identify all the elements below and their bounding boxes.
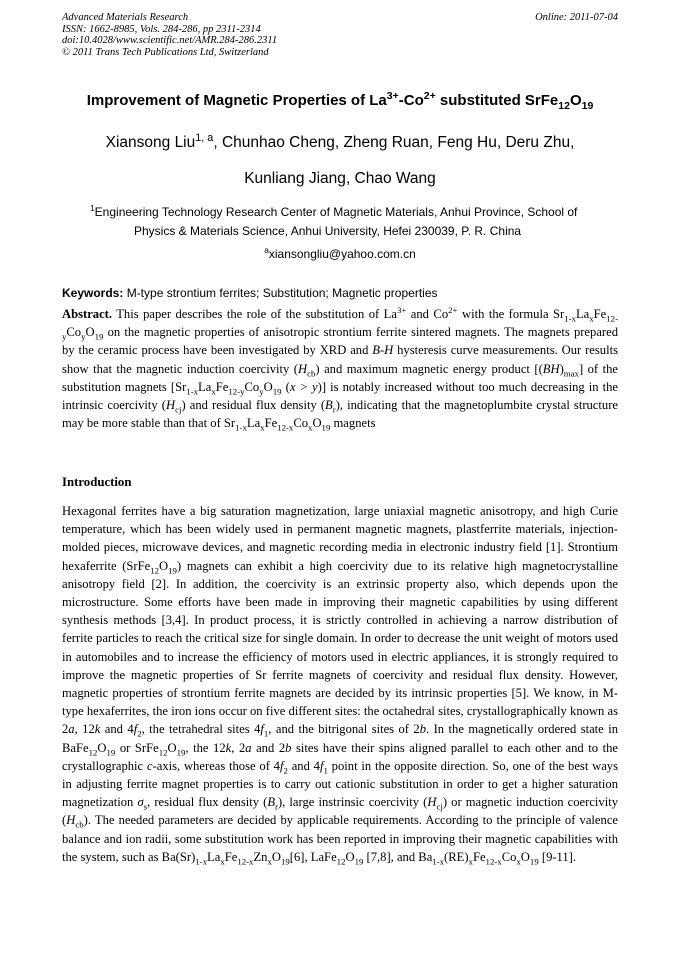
abstract: Abstract. This paper describes the role of the substitution of $La^{3+}$ and $Co^{2+}$ with the formula $Sr_{1-x}La_xFe_{12-y}Co_yO_{19}$ on the magnetic properties of anisotropic strontium ferrite sintered magnets. The magnets prepared by the ceramic process have been investigated by XRD and B-H hysteresis curve measurements. Our results show that the magnetic induction coercivity $(H_{cb})$ and maximum magnetic energy product $[(BH)_{max}]$ of the substitution magnets [$Sr_{1-x}La_xFe_{12-y}Co_yO_{19}$ (x > y)] is notably increased without too much decreasing in the intrinsic coercivity $(H_{cj})$ and residual flux density $(B_r)$, indicating that the magnetoplumbite crystal structure may be more stable than that of $Sr_{1-x}La_xFe_{12-x}Co_xO_{19}$ magnets bbox=[62, 304, 618, 433]
introduction-paragraph: Hexagonal ferrites have a big saturation magnetization, large uniaxial magnetic anisotropy, and high Curie temperature, which has been widely used in permanent magnetic magnets, plastferrite materials, injection-molded pieces, microwave devices, and magnetic recording media in electronic industry field [1]. Strontium hexaferrite $(SrFe_{12}O_{19})$ magnets can exhibit a high coercivity due to its relative high magnetocrystalline anisotropy field [2]. In addition, the coercivity is an extrinsic property also, which depends upon the microstructure. Some efforts have been made in improving their magnetic capabilities by using different synthesis methods [3,4]. In product process, it is strictly controlled in achieving a narrow distribution of ferrite particles to reach the critical size for single domain. In order to decrease the unit weight of motors used in automobiles and to increase the efficiency of motors used in electric appliances, it is strongly required to improve the magnetic properties of Sr ferrite magnets of coercivity and residual flux density. However, magnetic properties of strontium ferrite magnets are decided by its intrinsic properties [5]. We know, in M-type hexaferrites, the iron ions occur on five different sites: the octahedral sites, crystallographically known as 2a, 12k and $4f_2$, the tetrahedral sites $4f_1$, and the bitrigonal sites of 2b. In the magnetically ordered state in $BaFe_{12}O_{19}$ or $SrFe_{12}O_{19}$, the 12k, 2a and 2b sites have their spins aligned parallel to each other and to the crystallographic c-axis, whereas those of $4f_2$ and $4f_1$ point in the opposite direction. So, one of the best ways in adjusting ferrite magnet properties is to carry out cationic substitution in order to get a higher saturation magnetization $\sigma_s$, residual flux density $(B_r)$, large instrinsic coercivity $(H_{cj})$ or magnetic induction coercivity $(H_{cb})$. The needed parameters are decided by applicable requirements. According to the principle of valence balance and ion radii, some substitution work has been reported in improving their magnetic capabilities with the system, such as $Ba(Sr)_{1-x}La_xFe_{12-x}Zn_xO_{19}[6]$, $LaFe_{12}O_{19}$ [7,8], and $Ba_{1-x}(RE)_xFe_{12-x}Co_xO_{19}$ [9-11]. bbox=[62, 504, 618, 867]
paper-title: Improvement of Magnetic Properties of $La^{3+}-Co^{2+}$ substituted $SrFe_{12}O_{19}$ bbox=[86, 90, 594, 112]
section-heading-introduction: Introduction bbox=[62, 475, 132, 489]
doi-line: doi:10.4028/www.scientific.net/AMR.284-286.2311 bbox=[62, 35, 278, 46]
author-list-line1: Xiansong Liu$^{1, a}$, Chunhao Cheng, Zheng Ruan, Feng Hu, Deru Zhu, bbox=[105, 131, 575, 151]
copyright-line: © 2011 Trans Tech Publications Ltd, Switzerland bbox=[62, 46, 269, 58]
author-email: $^a$xiansongliu@yahoo.com.cn bbox=[264, 245, 416, 261]
author-list-line2: Kunliang Jiang, Chao Wang bbox=[244, 170, 436, 187]
online-date: Online: 2011-07-04 bbox=[535, 12, 618, 23]
affiliation: $^1$Engineering Technology Research Center of Magnetic Materials, Anhui Province, School of Physics & Materials Science, Anhui University, Hefei 230039, P. R. China bbox=[90, 203, 578, 238]
journal-header bbox=[62, 12, 618, 58]
issn-line: ISSN: 1662-8985, Vols. 284-286, pp 2311-2314 bbox=[62, 23, 261, 35]
journal-name: Advanced Materials Research bbox=[62, 12, 189, 23]
keywords: Keywords: M-type strontium ferrites; Substitution; Magnetic properties bbox=[62, 286, 438, 300]
